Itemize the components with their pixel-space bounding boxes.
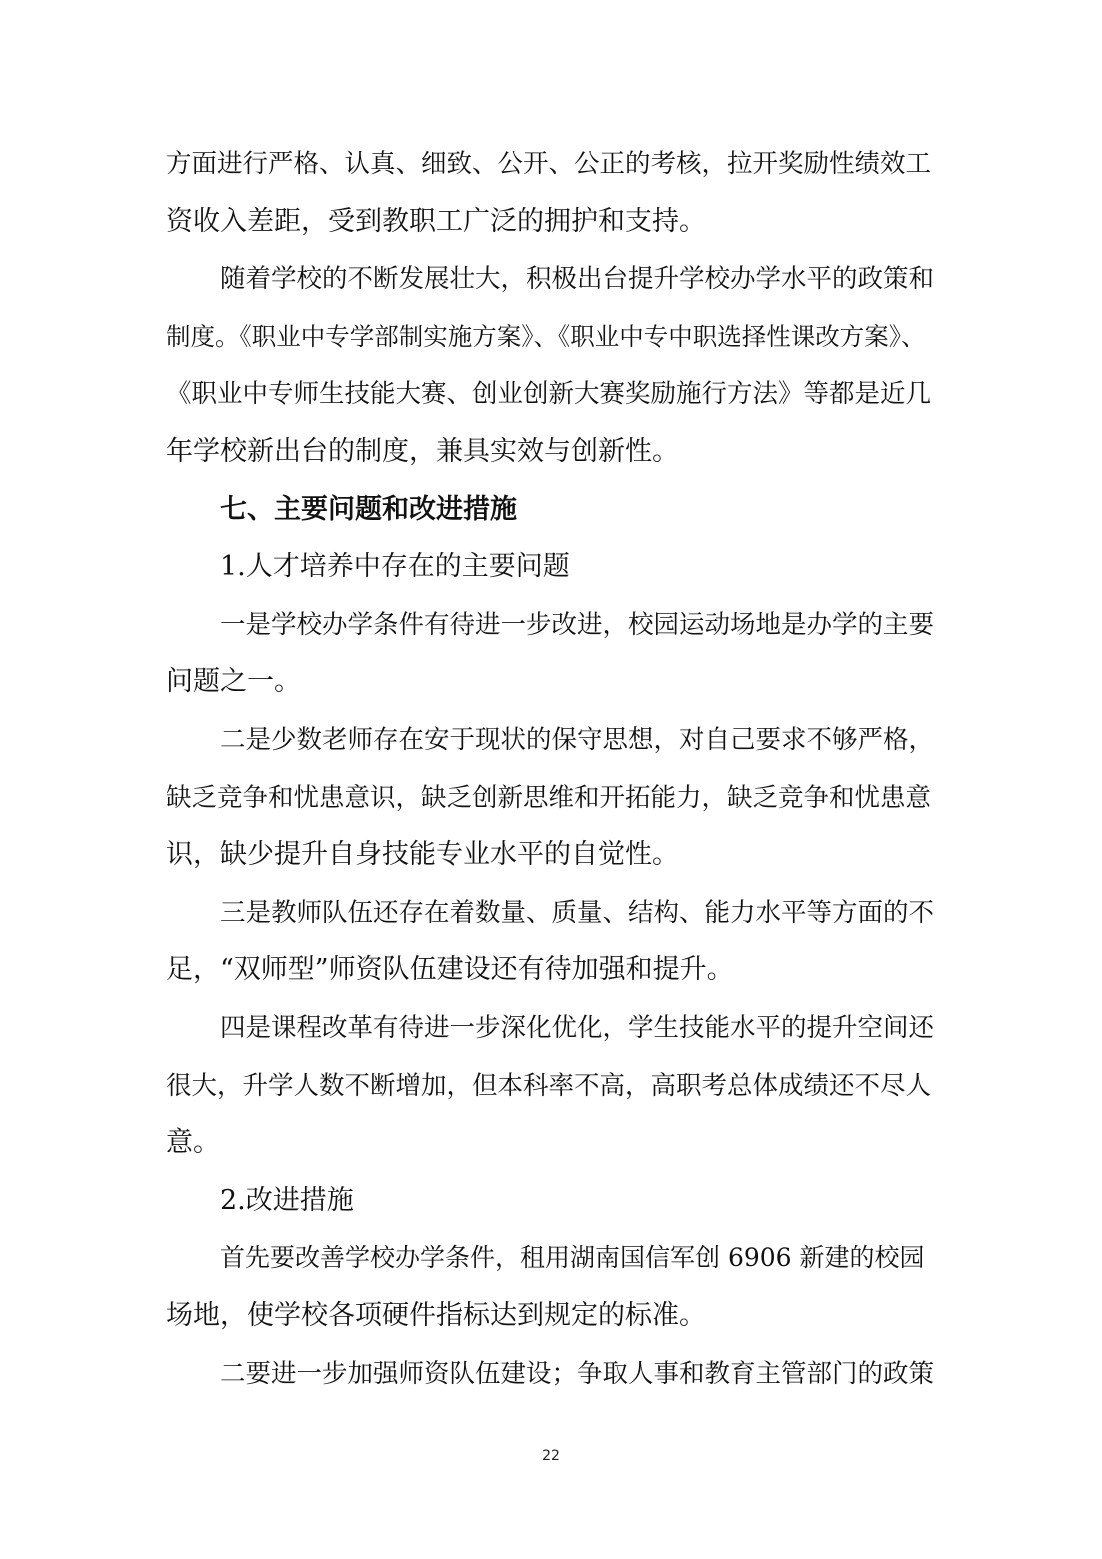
line-text: 足，“双师型”师资队伍建设还有待加强和提升。 xyxy=(166,954,734,985)
text-line xyxy=(0,719,1102,761)
line-text: 首先要改善学校办学条件，租用湖南国信军创 6906 新建的校园 xyxy=(220,1243,925,1272)
line-text: 三是教师队伍还存在着数量、质量、结构、能力水平等方面的不 xyxy=(220,898,935,928)
subheading-text: 2.改进措施 xyxy=(220,1185,354,1216)
line-text: 方面进行严格、认真、细致、公开、公正的考核，拉开奖励性绩效工 xyxy=(166,149,932,179)
section-heading xyxy=(0,489,1102,531)
line-text: 制度。《职业中专学部制实施方案》、《职业中专中职选择性课改方案》、 xyxy=(166,322,926,351)
section-heading-text: 七、主要问题和改进措施 xyxy=(220,494,517,525)
line-text: 随着学校的不断发展壮大，积极出台提升学校办学水平的政策和 xyxy=(220,264,935,294)
text-line xyxy=(0,1353,1102,1395)
text-line xyxy=(0,1007,1102,1049)
line-text: 很大，升学人数不断增加，但本科率不高，高职考总体成绩还不尽人 xyxy=(166,1071,932,1101)
subheading xyxy=(0,546,1102,588)
line-text: 缺乏竞争和忧患意识，缺乏创新思维和开拓能力，缺乏竞争和忧患意 xyxy=(166,783,932,813)
text-line xyxy=(0,373,1102,415)
line-text: 场地，使学校各项硬件指标达到规定的标准。 xyxy=(166,1300,706,1331)
text-line xyxy=(0,1295,1102,1337)
text-line xyxy=(0,949,1102,991)
text-line xyxy=(0,892,1102,934)
text-line xyxy=(0,143,1102,185)
line-text: 年学校新出台的制度，兼具实效与创新性。 xyxy=(166,436,679,467)
text-line xyxy=(0,834,1102,876)
line-text: 二要进一步加强师资队伍建设；争取人事和教育主管部门的政策 xyxy=(220,1359,935,1389)
subheading xyxy=(0,1180,1102,1222)
text-line xyxy=(0,431,1102,473)
line-text: 二是少数老师存在安于现状的保守思想，对自己要求不够严格， xyxy=(220,725,935,755)
subheading-text: 1.人才培养中存在的主要问题 xyxy=(220,551,570,582)
line-text: 意。 xyxy=(166,1127,220,1158)
line-text: 《职业中专师生技能大赛、创业创新大赛奖励施行方法》等都是近几 xyxy=(166,379,932,409)
text-line xyxy=(0,201,1102,243)
line-text: 一是学校办学条件有待进一步改进，校园运动场地是办学的主要 xyxy=(220,610,935,640)
line-text: 问题之一。 xyxy=(166,666,301,697)
line-text: 四是课程改革有待进一步深化优化，学生技能水平的提升空间还 xyxy=(220,1013,935,1043)
text-line xyxy=(0,316,1102,358)
text-line xyxy=(0,661,1102,703)
text-line xyxy=(0,604,1102,646)
text-line xyxy=(0,258,1102,300)
page-number: 22 xyxy=(542,1448,560,1464)
text-line xyxy=(0,1237,1102,1279)
text-line xyxy=(0,777,1102,819)
text-line xyxy=(0,1122,1102,1164)
text-line xyxy=(0,1065,1102,1107)
line-text: 资收入差距，受到教职工广泛的拥护和支持。 xyxy=(166,206,706,237)
line-text: 识，缺少提升自身技能专业水平的自觉性。 xyxy=(166,839,679,870)
